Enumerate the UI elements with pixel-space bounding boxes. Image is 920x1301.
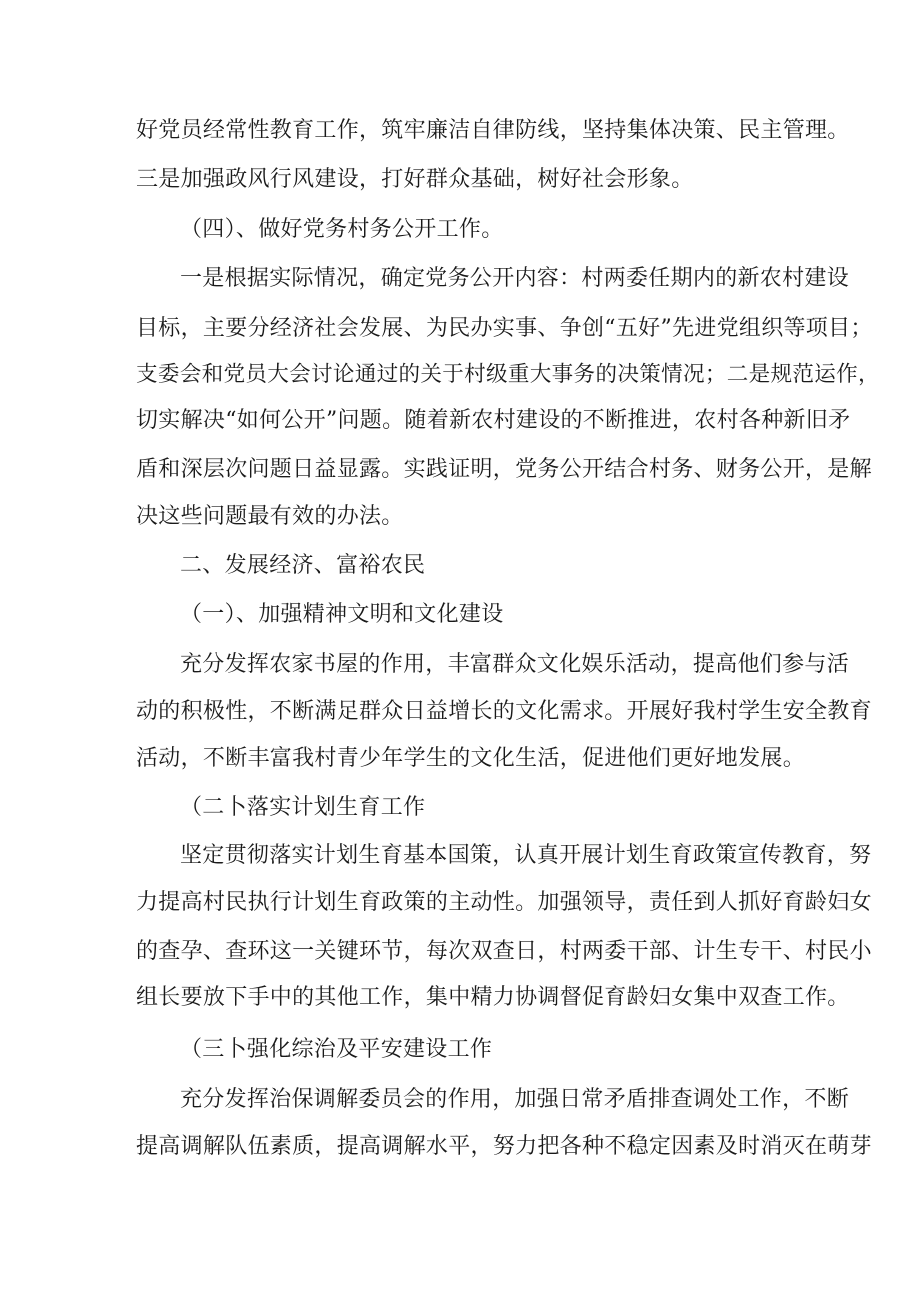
paragraph-start: 充分发挥农家书屋的作用，丰富群众文化娱乐活动，提高他们参与活 [180,652,850,677]
text-line: 支委会和党员大会讨论通过的关于村级重大事务的决策情况；二是规范运作， [136,362,880,387]
section-heading: （四）、做好党务村务公开工作。 [180,217,504,242]
text-line: 的查孕、查环这一关键环节，每次双查日，村两委干部、计生专干、村民小 [136,939,872,964]
text-line: 组长要放下手中的其他工作，集中精力协调督促育龄妇女集中双查工作。 [136,985,850,1010]
paragraph-start: 充分发挥治保调解委员会的作用，加强日常矛盾排查调处工作，不断 [180,1087,850,1112]
text-line: 盾和深层次问题日益显露。实践证明，党务公开结合村务、财务公开，是解 [136,457,872,482]
text-line: 提高调解队伍素质，提高调解水平，努力把各种不稳定因素及时消灭在萌芽 [136,1134,872,1159]
text-line: 动的积极性，不断满足群众日益增长的文化需求。开展好我村学生安全教育 [136,699,872,724]
section-heading: （三卜强化综治及平安建设工作 [180,1037,493,1062]
text-line: 活动，不断丰富我村青少年学生的文化生活，促进他们更好地发展。 [136,746,806,771]
text-line: 三是加强政风行风建设，打好群众基础，树好社会形象。 [136,167,694,192]
text-line: 好党员经常性教育工作，筑牢廉洁自律防线，坚持集体决策、民主管理。 [136,118,850,143]
text-line: 切实解决“如何公开”问题。随着新农村建设的不断推进，农村各种新旧矛 [136,408,851,433]
text-line: 力提高村民执行计划生育政策的主动性。加强领导，责任到人抓好育龄妇女 [136,890,872,915]
paragraph-start: 坚定贯彻落实计划生育基本国策，认真开展计划生育政策宣传教育，努 [180,843,872,868]
text-line: 目标，主要分经济社会发展、为民办实事、争创“五好”先进党组织等项目； [136,316,873,341]
text-line: 决这些问题最有效的办法。 [136,504,404,529]
section-heading: （二卜落实计划生育工作 [180,795,426,820]
paragraph-start: 一是根据实际情况，确定党务公开内容：村两委任期内的新农村建设 [180,266,850,291]
section-heading: （一）、加强精神文明和文化建设 [180,602,504,627]
chapter-heading: 二、发展经济、富裕农民 [180,553,426,578]
